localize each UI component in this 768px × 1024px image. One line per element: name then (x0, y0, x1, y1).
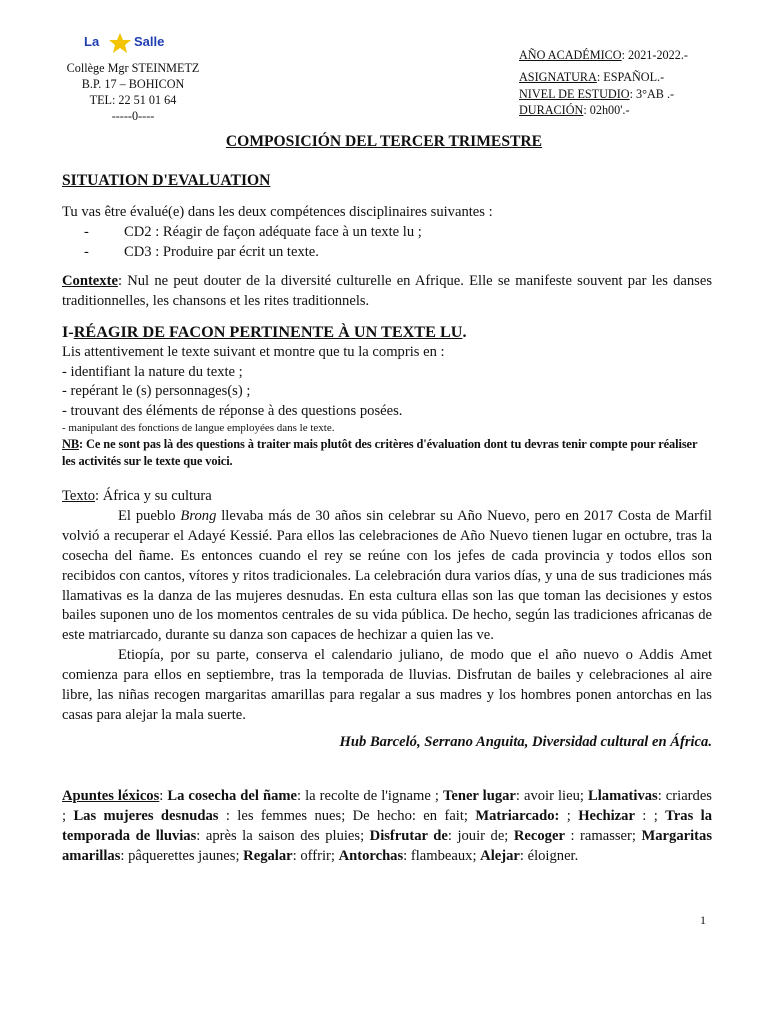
list-item: - CD3 : Produire par écrit un texte. (84, 243, 319, 260)
school-name: Collège Mgr STEINMETZ (66, 61, 200, 75)
nb-text: : Ce ne sont pas là des questions à traiter mais plutôt des critères d'évaluation dont tu devras tenir compte pour réaliser les activités sur le texte que voici. (62, 437, 698, 468)
glossary-term: Llamativas (587, 788, 658, 804)
glossary-definition: : ; (634, 807, 666, 824)
school-separator: -----0---- (111, 109, 155, 123)
level-value: : 3°AB .- (629, 86, 675, 101)
texto-label: Texto (62, 488, 96, 504)
duration-value: : 02h00'.- (583, 102, 630, 117)
glossary-definition: : criardes ; (62, 788, 712, 824)
glossary-term: La cosecha del ñame (167, 788, 298, 804)
glossary-term: Matriarcado: (475, 807, 560, 824)
part1-heading: I-RÉAGIR DE FACON PERTINENTE À UN TEXTE LU. (62, 323, 467, 341)
instruction-line: - identifiant la nature du texte ; (62, 363, 243, 380)
year-value: : 2021-2022.- (621, 48, 688, 62)
nb-label: NB (62, 437, 80, 451)
year-label: AÑO ACADÉMICO (519, 48, 622, 62)
glossary-definition: ; (559, 807, 579, 824)
instruction-line: - repérant le (s) personnages(s) ; (62, 383, 251, 399)
glossary-term: Margaritas amarillas (62, 827, 712, 864)
la-salle-logo (82, 32, 184, 54)
texto-title: Texto: África y su cultura (62, 488, 212, 504)
contexte-label: Contexte (62, 272, 118, 289)
glossary-term: Tener lugar (442, 788, 516, 804)
instruction-line: Lis attentivement le texte suivant et montre que tu la compris en : (62, 344, 445, 360)
contexte-text: : Nul ne peut douter de la diversité culturelle en Afrique. Elle se manifeste souvent par les danses traditionnelles, les chansons et les rites traditionnels. (62, 272, 712, 309)
glossary-definition: : les femmes nues; De hecho: en fait; (218, 807, 476, 824)
glossary-definition: : éloigner. (519, 847, 579, 864)
school-address: B.P. 17 – BOHICON (81, 77, 185, 91)
level-label: NIVEL DE ESTUDIO (519, 86, 630, 101)
glossary-term: Alejar (480, 847, 520, 864)
exam-meta (519, 47, 688, 118)
logo-text-right: Salle (134, 34, 165, 49)
instruction-line: - trouvant des éléments de réponse à des questions posées. (62, 402, 403, 419)
glossary-definition: : offrir; (292, 847, 339, 864)
school-phone: TEL: 22 51 01 64 (89, 93, 177, 107)
apuntes-label: Apuntes léxicos (62, 788, 160, 804)
texto-paragraph-2: Etiopía, por su parte, conserva el calendario juliano, de modo que el año nuevo o Addis Amet comienza para ellos en septiembre, tras la temporada de lluvias. Disfrutan de bailes y celebraciones al aire libre, las niñas recogen margaritas amarillas para regalar a sus madres y los hombres ponen antorchas en las casas para alejar la mala suerte. (62, 647, 712, 723)
subject-label: ASIGNATURA (519, 70, 597, 85)
contexte-paragraph (62, 272, 712, 312)
texto-section (62, 487, 712, 753)
logo-text-left: La (84, 34, 100, 49)
instruction-line-small: - manipulant des fonctions de langue employées dans le texte. (62, 422, 335, 434)
nb-note (62, 436, 712, 470)
part1-section (62, 322, 712, 470)
glossary-definition: : avoir lieu; (515, 788, 588, 804)
glossary-term: Recoger (513, 827, 565, 844)
page-number: 1 (700, 913, 706, 927)
glossary-term: Disfrutar de (369, 827, 448, 844)
glossary-definition: : la recolte de l'igname ; (297, 788, 443, 804)
duration-label: DURACIÓN (519, 102, 584, 117)
situation-section (62, 203, 712, 312)
situation-intro: Tu vas être évalué(e) dans les deux compétences disciplinaires suivantes : (62, 204, 493, 220)
glossary-definition: : après la saison des pluies; (196, 827, 370, 844)
apuntes-lexicos: Apuntes léxicos: La cosecha del ñame: la recolte de l'igname ; Tener lugar: avoir lieu; Llamativas: criardes ; Las mujeres desnudas : les femmes nues; De hecho: en fait; Matriarcado: ; Hechizar : ; Tras la temporada de lluvias: après la saison des pluies; Disfrutar de: jouir de; Recoger : ramasser; Margaritas amarillas: pâquerettes jaunes; Regalar: offrir; Antorchas: flambeaux; Alejar: éloigner. (62, 788, 713, 864)
page-title: COMPOSICIÓN DEL TERCER TRIMESTRE (225, 133, 543, 150)
glossary-term: Hechizar (578, 807, 635, 824)
glossary-definition: : pâquerettes jaunes; (120, 847, 244, 864)
glossary-term: Las mujeres desnudas (73, 807, 219, 824)
subject-value: : ESPAÑOL.- (596, 70, 665, 85)
school-info (60, 60, 206, 124)
texto-source: Hub Barceló, Serrano Anguita, Diversidad cultural en África. (339, 733, 712, 750)
glossary-definition: : jouir de; (447, 827, 514, 844)
glossary-term: Regalar (243, 847, 293, 864)
glossary-definition: : flambeaux; (403, 847, 481, 864)
list-item: - CD2 : Réagir de façon adéquate face à un texte lu ; (84, 223, 422, 240)
glossary-definition: : ramasser; (564, 827, 642, 844)
texto-paragraph-1: El pueblo Brong llevaba más de 30 años sin celebrar su Año Nuevo, pero en 2017 Costa de Marfil volvió a recuperar el Adayé Kessié. Para ellos las celebraciones de Año Nuevo tienen lugar en octubre, tras la cosecha del ñame. Es entonces cuando el rey se reúne con los jefes de cada provincia y todos ellos son recibidos con cantos, vítores y ritos tradicionales. La celebración dura varios días, y una de sus tradiciones más llamativas es la danza de las mujeres desnudas. En esta cultura ellas son las que toman las decisiones y estos bailes suponen uno de los momentos centrales de su vida pública. De hecho, según las tradiciones africanas de este matriarcado, durante su danza son capaces de hechizar a quien las ve. (62, 507, 712, 644)
situation-heading: SITUATION D'EVALUATION (62, 172, 271, 189)
glossary-term: Tras la temporada de lluvias (62, 807, 713, 844)
glossary-term: Antorchas (338, 847, 404, 864)
